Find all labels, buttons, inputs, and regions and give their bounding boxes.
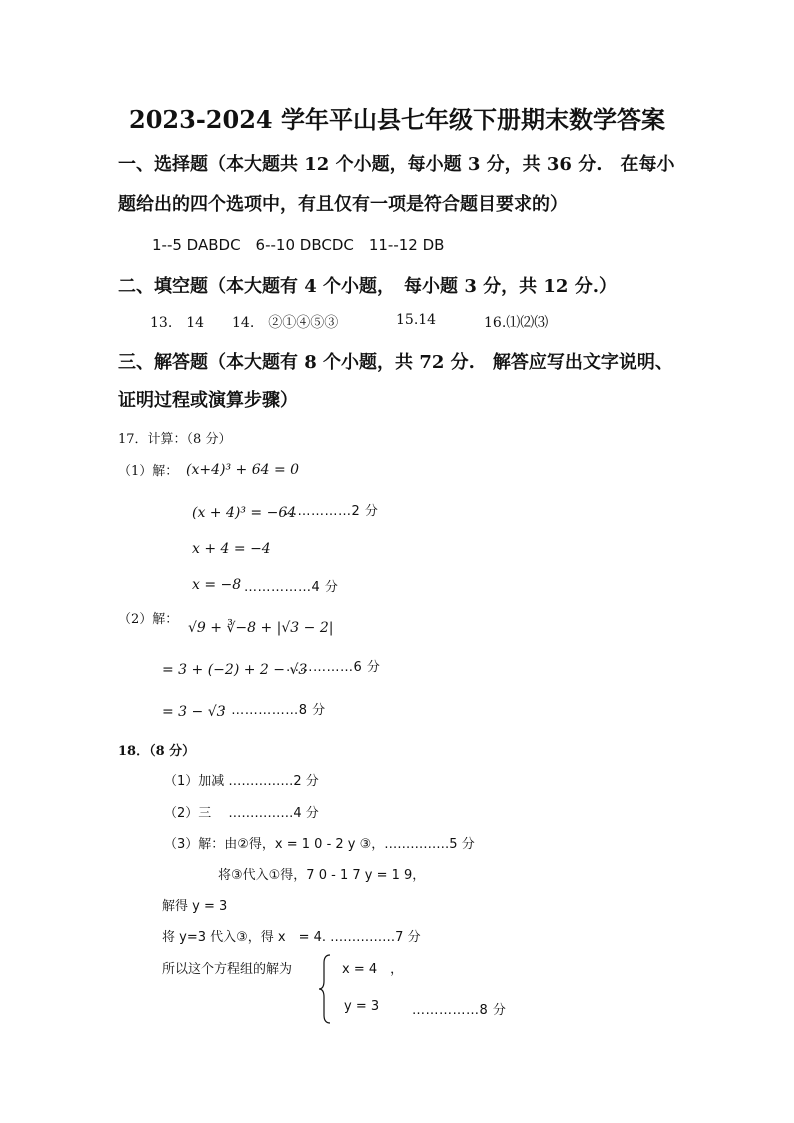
q18-part2: （2）三 ……………4 分 <box>164 806 319 821</box>
q17-part1-step3: x = −8 <box>192 577 242 593</box>
answer-16: 16.⑴⑵⑶ <box>484 315 549 331</box>
q17-header: 17．计算：（8 分） <box>118 432 232 447</box>
q18-part1: （1）加减 ……………2 分 <box>164 774 319 789</box>
q18-header: 18．（8 分） <box>118 744 196 759</box>
q18-part3: （3）解：由②得，x = 1 0 - 2 y ③，……………5 分 <box>164 837 475 852</box>
q18-part3-conclusion: 所以这个方程组的解为 <box>162 962 293 977</box>
section1-heading-line2: 题给出的四个选项中，有且仅有一项是符合题目要求的） <box>118 194 568 215</box>
q17-part1-label: （1）解： <box>118 464 179 479</box>
q17-part2-step1-score: ……………6 分 <box>286 660 381 675</box>
section2-heading: 二、填空题（本大题有 4 个小题， 每小题 3 分，共 12 分.） <box>118 276 617 297</box>
page-title: 2023-2024 学年平山县七年级下册期末数学答案 <box>129 105 665 134</box>
q17-part2-step2: = 3 − √3 <box>162 704 226 720</box>
section3-heading-line2: 证明过程或演算步骤） <box>118 390 298 411</box>
q17-part2-expression: √9 + ∛−8 + |√3 − 2| <box>188 620 334 636</box>
q18-part3-solve-x: 将 y=3 代入③，得 x = 4. ……………7 分 <box>162 930 421 945</box>
answer-14: 14. ②①④⑤③ <box>232 315 339 331</box>
system-solution-score: ……………8 分 <box>412 1003 507 1018</box>
system-brace <box>318 953 332 1025</box>
system-solution-y: y = 3 <box>344 999 380 1014</box>
q17-part2-step2-score: · ……………8 分 <box>222 703 326 718</box>
q17-part1-equation: (x+4)³ + 64 = 0 <box>186 462 300 478</box>
section3-heading-line1: 三、解答题（本大题有 8 个小题，共 72 分. 解答应写出文字说明、 <box>118 352 673 373</box>
q17-part1-step3-score: ……………4 分 <box>244 580 339 595</box>
q18-part3-substitute: 将③代入①得，7 0 - 1 7 y = 1 9， <box>218 868 426 883</box>
system-solution-x: x = 4 ， <box>342 962 404 977</box>
q17-part2-step1: = 3 + (−2) + 2 − √3 <box>162 662 308 678</box>
section1-heading-line1: 一、选择题（本大题共 12 个小题，每小题 3 分，共 36 分. 在每小 <box>118 154 675 175</box>
q17-part1-step1: (x + 4)³ = −64 <box>192 505 297 521</box>
answer-13: 13. 14 <box>150 315 205 331</box>
q17-part1-step1-score: ……………2 分 <box>284 504 379 519</box>
q18-part3-solve-y: 解得 y = 3 <box>162 899 228 914</box>
choice-answers: 1--5 DABDC 6--10 DBCDC 11--12 DB <box>152 236 445 254</box>
q17-part2-label: （2）解： <box>118 612 179 627</box>
answer-15: 15.14 <box>396 312 437 328</box>
q17-part1-step2: x + 4 = −4 <box>192 541 271 557</box>
